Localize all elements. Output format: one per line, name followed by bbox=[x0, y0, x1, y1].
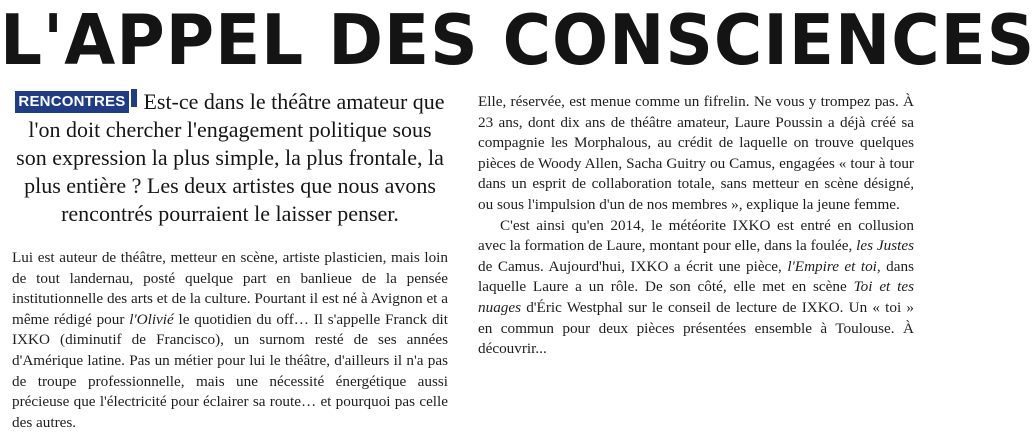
paragraph-text: dans laquelle Laure a un rôle. De son côté, elle met en scène bbox=[478, 257, 915, 296]
play-title: Toi et tes nuages bbox=[478, 278, 914, 316]
paragraph-text: le quotidien du off… Il s'appelle Franck dit IXKO (diminutif de Francisco), un surnom resté de ses années d'Amérique latine. Pas un métier pour lui le théâtre, d'ailleurs il n'a pas de troupe professionnelle, mais une nécessité énergétique aussi précieuse que l'électricité pour éclairer sa route… et pourquoi pas celle des autres. bbox=[12, 310, 448, 431]
play-title: l'Empire et toi, bbox=[787, 257, 881, 275]
paragraph-collaboration bbox=[478, 216, 914, 360]
left-column bbox=[12, 88, 448, 433]
paragraph-text: C'est ainsi qu'en 2014, le météorite IXKO est entré en collusion avec la formation de Laure, montant pour elle, dans la foulée, bbox=[478, 216, 914, 255]
publication-title: l'Olivié bbox=[129, 310, 174, 328]
paragraph-text: d'Éric Westphal sur le conseil de lecture de IXKO. Un « toi » en commun pour deux pièces présentées ensemble à Toulouse. À découvrir... bbox=[478, 298, 914, 358]
lead-text: Est-ce dans le théâtre amateur que l'on doit chercher l'engagement politique sous son expression la plus simple, la plus frontale, la plus entière ? Les deux artistes que nous avons rencontrés pourraient le laisser penser. bbox=[16, 89, 445, 226]
paragraph-ixko bbox=[12, 248, 448, 433]
paragraph-text: Lui est auteur de théâtre, metteur en scène, artiste plasticien, mais loin de tout landernau, posté quelque part en banlieue de la pensée institutionnelle des arts et de la culture. Pourtant il est né à Avignon et a même rédigé pour bbox=[12, 249, 448, 328]
left-body bbox=[12, 248, 448, 433]
paragraph-laure: Elle, réservée, est menue comme un fifrelin. Ne vous y trompez pas. À 23 ans, dont dix ans de théâtre amateur, Laure Poussin a déjà créé sa compagnie les Morphalous, au crédit de laquelle on trouve quelques pièces de Woody Allen, Sacha Guitry ou Camus, engagées « tour à tour dans un esprit de collaboration totale, sans metteur en scène désigné, ou sous l'impulsion d'un de nos membres », explique la jeune femme. bbox=[478, 93, 914, 213]
article-title: L'APPEL DES CONSCIENCES bbox=[0, 0, 1035, 81]
rubric-marker bbox=[131, 89, 137, 107]
right-body bbox=[478, 92, 914, 360]
right-column bbox=[478, 88, 914, 360]
lead-paragraph bbox=[12, 88, 448, 228]
rubric-label: RENCONTRES bbox=[15, 91, 129, 113]
play-title: les Justes bbox=[856, 237, 914, 255]
paragraph-text: de Camus. Aujourd'hui, IXKO a écrit une pièce, bbox=[478, 257, 788, 275]
